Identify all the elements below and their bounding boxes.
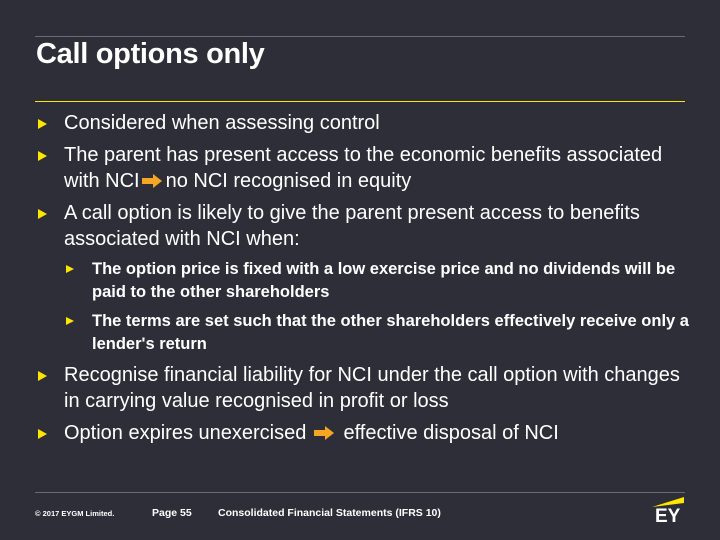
sub-bullet-text: The option price is fixed with a low exercise price and no dividends will be paid to the other shareholders — [92, 260, 676, 301]
bullet-text: Considered when assessing control — [64, 112, 380, 134]
sub-bullet-item — [36, 258, 696, 304]
sub-bullet-text: The terms are set such that the other shareholders effectively receive only a lender's return — [92, 312, 689, 353]
bullet-triangle-icon — [38, 371, 47, 381]
bullet-item — [36, 142, 696, 194]
bullet-triangle-icon — [38, 151, 47, 161]
right-arrow-icon — [313, 425, 335, 441]
slide-title: Call options only — [36, 38, 265, 70]
bullet-text: Option expires unexercised — [64, 422, 307, 444]
bullet-triangle-icon — [38, 429, 47, 439]
sub-bullet-item — [36, 310, 696, 356]
bullet-text-continued: effective disposal of NCI — [343, 422, 559, 444]
document-title: Consolidated Financial Statements (IFRS 10) — [218, 507, 441, 519]
copyright-text: © 2017 EYGM Limited. — [35, 509, 115, 518]
bullet-item — [36, 362, 696, 414]
bullet-triangle-icon — [66, 317, 74, 325]
bullet-text: Recognise financial liability for NCI under the call option with changes in carrying value recognised in profit or loss — [64, 364, 680, 412]
footer-divider — [35, 492, 685, 493]
bullet-text: The parent has present access to the economic benefits associated with NCI — [64, 144, 663, 192]
bullet-item — [36, 420, 696, 446]
bullet-item — [36, 110, 696, 136]
bullet-triangle-icon — [38, 209, 47, 219]
bullet-triangle-icon — [38, 119, 47, 129]
bullet-item — [36, 200, 696, 252]
bullet-text: A call option is likely to give the parent present access to benefits associated with NCI when: — [64, 202, 640, 250]
logo-text: EY — [655, 506, 681, 527]
right-arrow-icon — [141, 173, 163, 189]
ey-logo — [648, 494, 692, 530]
bullet-text-continued: no NCI recognised in equity — [165, 170, 412, 192]
bullet-triangle-icon — [66, 265, 74, 273]
page-number: Page 55 — [152, 507, 192, 519]
slide-body — [36, 110, 696, 452]
title-underline — [35, 101, 685, 102]
